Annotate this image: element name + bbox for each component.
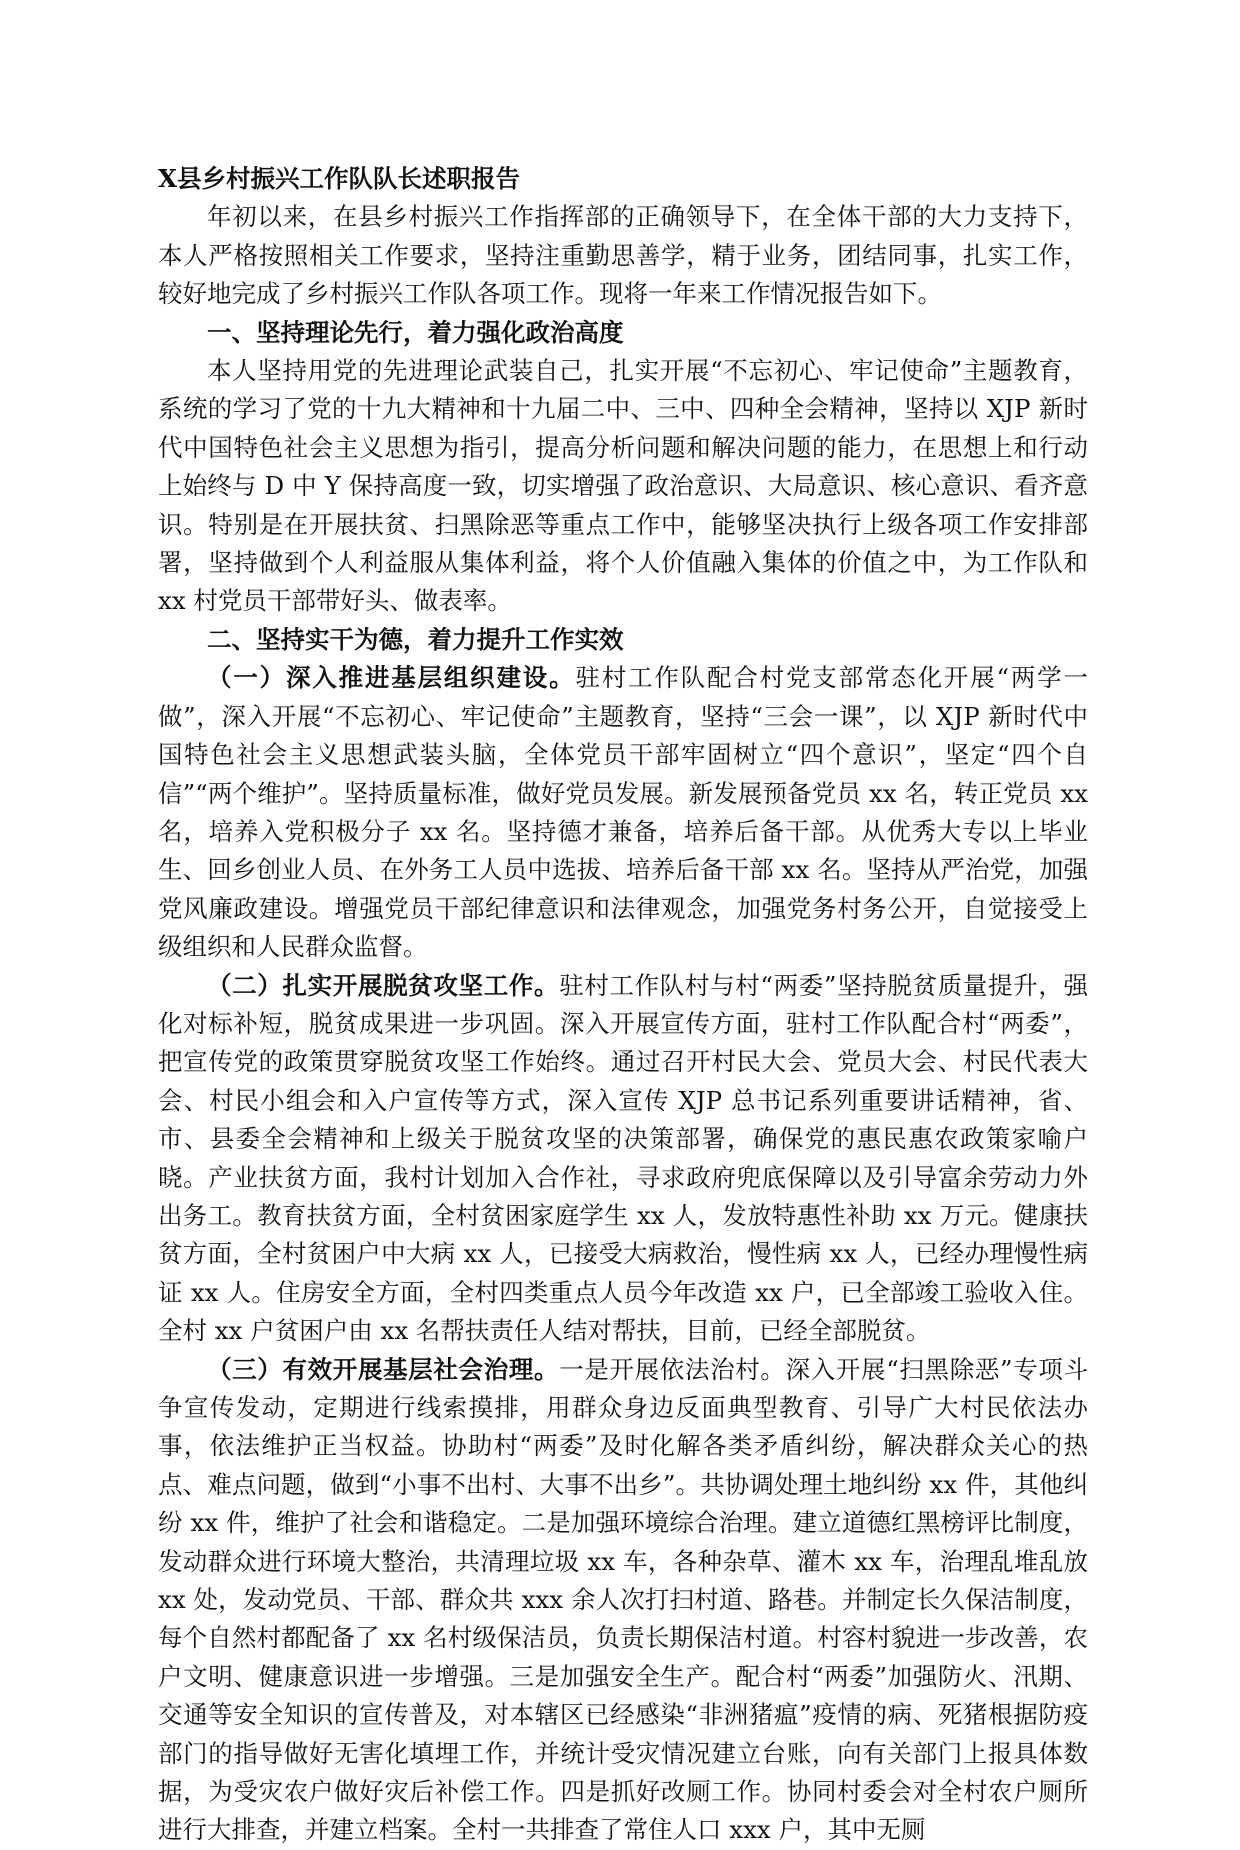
subsection-3-paragraph (158, 1351, 1088, 1850)
subsection-2-lead: （二）扎实开展脱贫攻坚工作。 (207, 970, 560, 1000)
intro-paragraph: 年初以来，在县乡村振兴工作指挥部的正确领导下，在全体干部的大力支持下，本人严格按照相关工作要求，坚持注重勤思善学，精于业务，团结同事，扎实工作，较好地完成了乡村振兴工作队各项工作。现将一年来工作情况报告如下。 (158, 202, 1088, 309)
section-2-heading: 二、坚持实干为德，着力提升工作实效 (207, 624, 624, 654)
subsection-1-body: 驻村工作队配合村党支部常态化开展“两学一做”，深入开展“不忘初心、牢记使命”主题教育，坚持“三会一课”，以 XJP 新时代中国特色社会主义思想武装头脑，全体党员干部牢固树立“四个意识”，坚定“四个自信”“两个维护”。坚持质量标准，做好党员发展。新发展预备党员 xx 名，转正党员 xx 名，培养入党积极分子 xx 名。坚持德才兼备，培养后备干部。从优秀大专以上毕业生、回乡创业人员、在外务工人员中选拔、培养后备干部 xx 名。坚持从严治党，加强党风廉政建设。增强党员干部纪律意识和法律观念，加强党务村务公开，自觉接受上级组织和人民群众监督。 (158, 663, 1089, 962)
subsection-3-body: 一是开展依法治村。深入开展“扫黑除恶”专项斗争宣传发动，定期进行线索摸排，用群众身边反面典型教育、引导广大村民依法办事，依法维护正当权益。协助村“两委”及时化解各类矛盾纠纷，解决群众关心的热点、难点问题，做到“小事不出村、大事不出乡”。共协调处理土地纠纷 xx 件，其他纠纷 xx 件，维护了社会和谐稳定。二是加强环境综合治理。建立道德红黑榜评比制度，发动群众进行环境大整治，共清理垃圾 xx 车，各种杂草、灌木 xx 车，治理乱堆乱放 xx 处，发动党员、干部、群众共 xxx 余人次打扫村道、路巷。并制定长久保洁制度，每个自然村都配备了 xx 名村级保洁员，负责长期保洁村道。村容村貌进一步改善，农户文明、健康意识进一步增强。三是加强安全生产。配合村“两委”加强防火、汛期、交通等安全知识的宣传普及，对本辖区已经感染“非洲猪瘟”疫情的病、死猪根据防疫部门的指导做好无害化填埋工作，并统计受灾情况建立台账，向有关部门上报具体数据，为受灾农户做好灾后补偿工作。四是抓好改厕工作。协同村委会对全村农户厕所进行大排查，并建立档案。全村一共排查了常住人口 xxx 户，其中无厕 (158, 1354, 1088, 1845)
subsection-2-body: 驻村工作队村与村“两委”坚持脱贫质量提升，强化对标补短，脱贫成果进一步巩固。深入开展宣传方面，驻村工作队配合村“两委”，把宣传党的政策贯穿脱贫攻坚工作始终。通过召开村民大会、党员大会、村民代表大会、村民小组会和入户宣传等方式，深入宣传 XJP 总书记系列重要讲话精神，省、市、县委全会精神和上级关于脱贫攻坚的决策部署，确保党的惠民惠农政策家喻户晓。产业扶贫方面，我村计划加入合作社，寻求政府兜底保障以及引导富余劳动力外出务工。教育扶贫方面，全村贫困家庭学生 xx 人，发放特惠性补助 xx 万元。健康扶贫方面，全村贫困户中大病 xx 人，已接受大病救治，慢性病 xx 人，已经办理慢性病证 xx 人。住房安全方面，全村四类重点人员今年改造 xx 户，已全部竣工验收入住。全村 xx 户贫困户由 xx 名帮扶责任人结对帮扶，目前，已经全部脱贫。 (158, 970, 1088, 1346)
document-page (158, 160, 1088, 1850)
subsection-3-lead: （三）有效开展基层社会治理。 (207, 1354, 560, 1384)
subsection-1-paragraph (158, 659, 1088, 966)
subsection-2-paragraph (158, 967, 1088, 1351)
subsection-1-lead: （一）深入推进基层组织建设。 (207, 663, 576, 693)
section-1-heading: 一、坚持理论先行，着力强化政治高度 (207, 317, 624, 347)
document-title: X县乡村振兴工作队队长述职报告 (158, 164, 521, 193)
section-1-paragraph: 本人坚持用党的先进理论武装自己，扎实开展“不忘初心、牢记使命”主题教育，系统的学习了党的十九大精神和十九届二中、三中、四种全会精神，坚持以 XJP 新时代中国特色社会主义思想为指引，提高分析问题和解决问题的能力，在思想上和行动上始终与 D 中 Y 保持高度一致，切实增强了政治意识、大局意识、核心意识、看齐意识。特别是在开展扶贫、扫黑除恶等重点工作中，能够坚决执行上级各项工作安排部署，坚持做到个人利益服从集体利益，将个人价值融入集体的价值之中，为工作队和 xx 村党员干部带好头、做表率。 (158, 356, 1088, 616)
